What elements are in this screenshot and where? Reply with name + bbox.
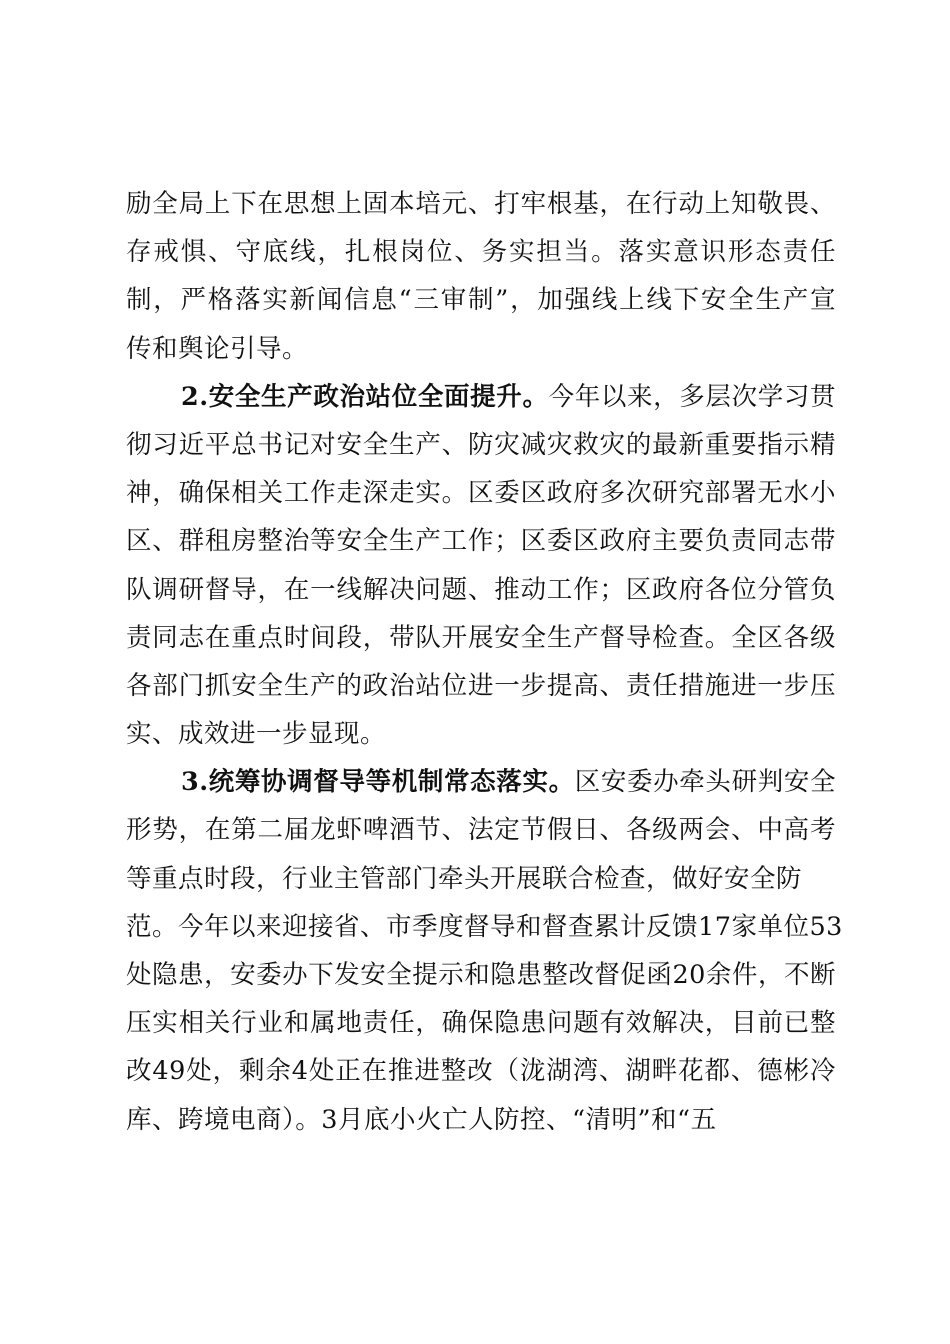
text-line: 彻习近平总书记对安全生产、防灾减灾救灾的最新重要指示精 [126, 429, 836, 460]
text-line: 存戒惧、守底线，扎根岗位、务实担当。落实意识形态责任 [126, 237, 836, 268]
text-line: 各部门抓安全生产的政治站位进一步提高、责任措施进一步压 [126, 670, 836, 701]
text-line: 库、跨境电商）。3月底小火亡人防控、“清明”和“五 [126, 1104, 717, 1135]
text-line: 队调研督导，在一线解决问题、推动工作；区政府各位分管负 [126, 574, 836, 605]
text-line: 改49处，剩余4处正在推进整改（泷湖湾、湖畔花都、德彬冷 [126, 1056, 836, 1087]
text-line: 传和舆论引导。 [126, 333, 309, 364]
text-line: 形势，在第二届龙虾啤酒节、法定节假日、各级两会、中高考 [126, 815, 836, 846]
text-line: 压实相关行业和属地责任，确保隐患问题有效解决，目前已整 [126, 1008, 836, 1039]
text-line: 制，严格落实新闻信息“三审制”，加强线上线下安全生产宣 [126, 285, 836, 316]
document-page [126, 184, 843, 1148]
paragraph-1 [126, 184, 836, 377]
section-heading: 2.安全生产政治站位全面提升。 [181, 381, 549, 412]
text-run: 今年以来，多层次学习贯 [548, 381, 836, 412]
text-run: 区安委办牵头研判安全 [574, 767, 836, 798]
text-line: 处隐患，安委办下发安全提示和隐患整改督促函20余件，不断 [126, 960, 836, 990]
text-line: 励全局上下在思想上固本培元、打牢根基，在行动上知敬畏、 [126, 189, 836, 219]
text-line: 等重点时段，行业主管部门牵头开展联合检查，做好安全防 [126, 863, 803, 894]
text-line [126, 377, 836, 425]
text-line: 范。今年以来迎接省、市季度督导和督查累计反馈17家单位53 [126, 911, 843, 942]
text-line: 责同志在重点时间段，带队开展安全生产督导检查。全区各级 [126, 622, 836, 653]
text-line: 区、群租房整治等安全生产工作；区委区政府主要负责同志带 [126, 526, 836, 557]
section-heading: 3.统筹协调督导等机制常态落实。 [181, 767, 575, 798]
text-line [126, 762, 836, 810]
paragraph-2 [126, 377, 836, 763]
text-line: 神，确保相关工作走深走实。区委区政府多次研究部署无水小 [126, 478, 836, 509]
paragraph-3 [126, 762, 843, 1148]
text-line: 实、成效进一步显现。 [126, 719, 387, 750]
